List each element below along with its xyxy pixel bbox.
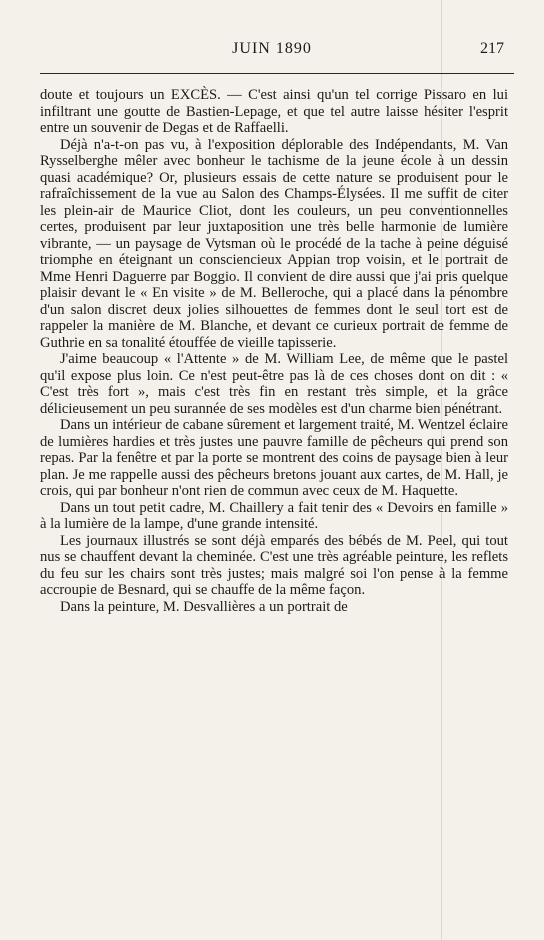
header-rule [40, 73, 514, 74]
paragraph: Les journaux illustrés se sont déjà emparés des bébés de M. Peel, qui tout nus se chauffent devant la cheminée. C'est une très agréable peinture, les reflets du feu sur les chairs sont très justes; mais malgré soi l'on pense à la femme accroupie de Besnard, qui se chauffe de la même façon. [40, 532, 508, 598]
paragraph-continued: doute et toujours un EXCÈS. — C'est ainsi qu'un tel corrige Pissaro en lui infiltrant une goutte de Bastien-Lepage, et que tel autre laisse hésiter l'esprit entre un souvenir de Degas et de Raffaelli. [40, 87, 508, 136]
paragraph: J'aime beaucoup « l'Attente » de M. William Lee, de même que le pastel qu'il expose plus loin. Ce n'est peut-être pas là de ces choses dont on dit : « C'est très fort », mais c'est très fin en restant très simple, et la grâce délicieusement un peu surannée de ses modèles est d'un charme bien pénétrant. [40, 351, 508, 417]
paragraph: Dans un tout petit cadre, M. Chaillery a fait tenir des « Devoirs en famille » à la lumière de la lampe, d'une grande intensité. [40, 499, 508, 532]
running-title: JUIN 1890 [232, 40, 312, 57]
paragraph: Déjà n'a-t-on pas vu, à l'exposition déplorable des Indépendants, M. Van Rysselberghe mêler avec bonheur le tachisme de la jeune école à un dessin quasi académique? Or, plusieurs essais de cette nature se produisent pour le rafraîchissement de la vue au Salon des Champs-Élysées. Il me suffit de citer les plein-air de Maurice Cliot, dont les couleurs, un peu conventionnelles certes, produisent par leur juxtaposition une très belle harmonie de lumière vibrante, — un paysage de Vytsman où le procédé de la tache à peine déguisé triomphe en éteignant un consciencieux Appian trop voisin, et le portrait de Mme Henri Daguerre par Boggio. Il convient de dire aussi que j'ai pris quelque plaisir devant le « En visite » de M. Belleroche, qui a placé dans la pénombre d'un salon discret deux jolies silhouettes de femmes dont le seul tort est de rappeler la manière de M. Blanche, et devant ce curieux portrait de femme de Guthrie en sa tonalité étouffée de vieille tapisserie. [40, 136, 508, 351]
article-body [40, 87, 508, 615]
page-number: 217 [480, 40, 504, 57]
paragraph: Dans un intérieur de cabane sûrement et largement traité, M. Wentzel éclaire de lumières hardies et très justes une pauvre famille de pêcheurs qui prend son repas. Par la fenêtre et par la porte se montrent des coins de paysage bien à leur plan. Je me rappelle aussi des pêcheurs bretons jouant aux cartes, de M. Hall, je crois, qui par bonheur n'ont rien de commun avec ceux de M. Haquette. [40, 417, 508, 499]
page-header [40, 40, 504, 62]
paragraph: Dans la peinture, M. Desvallières a un portrait de [60, 598, 348, 615]
